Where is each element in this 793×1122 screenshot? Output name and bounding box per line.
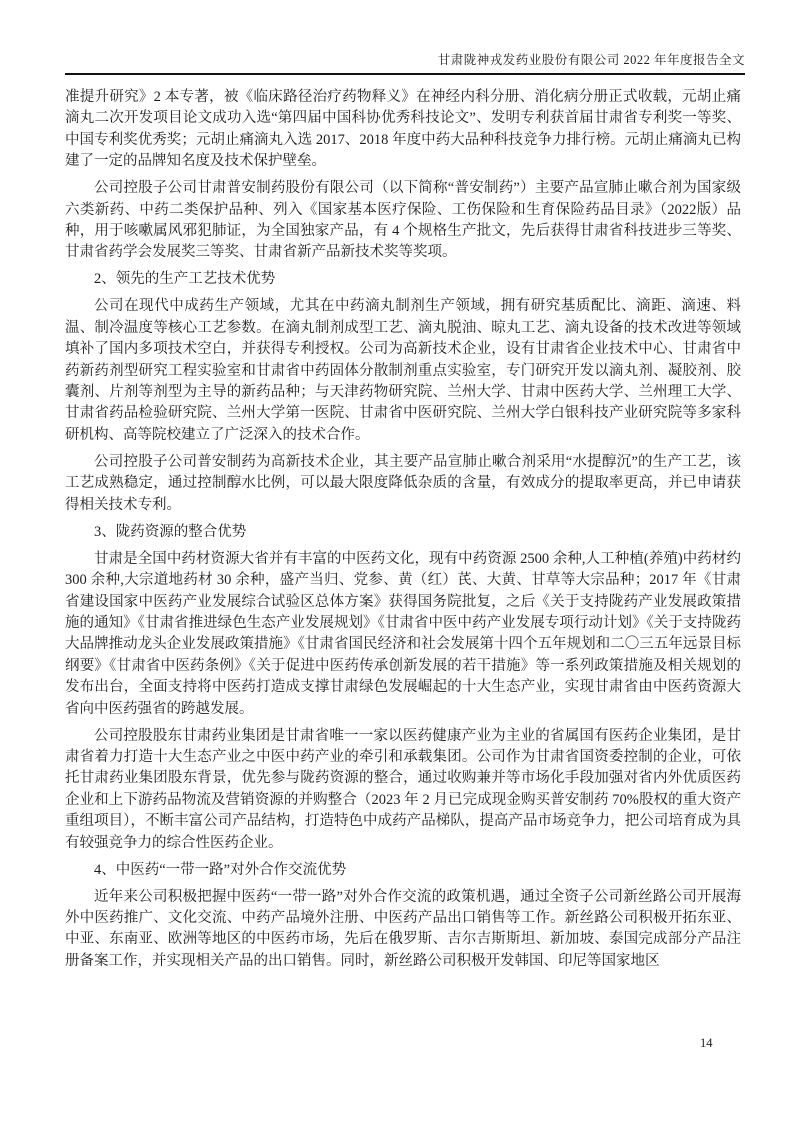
report-title: 甘肃陇神戎发药业股份有限公司 2022 年年度报告全文 — [437, 53, 745, 67]
section-heading: 2、领先的生产工艺技术优势 — [94, 271, 276, 288]
paragraph: 公司控股股东甘肃药业集团是甘肃省唯一一家以医药健康产业为主业的省属国有医药企业集团，是甘肃省着力打造十大生态产业之中医中药产业的牵引和承载集团。公司作为甘肃省国资委控制的企业，可依托甘肃药业集团股东背景，优先参与陇药资源的整合，通过收购兼并等市场化手段加强对省内外优质医药企业和上下游药品物流及营销资源的并购整合（2023 年 2 月已完成现金购买普安制药 70%股权的重大资产重组项目），不断丰富公司产品结构，打造特色中成药产品梯队，提高产品市场竞争力，把公司培育成为具有较强竞争力的综合性医药企业。 — [65, 727, 741, 851]
paragraph: 准提升研究》2 本专著，被《临床路径治疗药物释义》在神经内科分册、消化病分册正式收载，元胡止痛滴丸二次开发项目论文成功入选“第四届中国科协优秀科技论文”、发明专利获首届甘肃省专利奖一等奖、中国专利奖优秀奖；元胡止痛滴丸入选 2017、2018 年度中药大品种科技竞争力排行榜。元胡止痛滴丸已构建了一定的品牌知名度及技术保护壁垒。 — [65, 89, 741, 170]
paragraph: 甘肃是全国中药材资源大省并有丰富的中医药文化，现有中药资源 2500 余种,人工种植(养殖)中药材约 300 余种,大宗道地药材 30 余种，盛产当归、党参、黄（红）芪、大黄、甘草等大宗品种；2017 年《甘肃省建设国家中医药产业发展综合试验区总体方案》获得国务院批复，之后《关于支持陇药产业发展政策措施的通知》《甘肃省推进绿色生态产业发展规划》《甘肃省中医中药产业发展专项行动计划》《关于支持陇药大品牌推动龙头企业发展政策措施》《甘肃省国民经济和社会发展第十四个五年规划和二〇三五年远景目标纲要》《甘肃省中医药条例》《关于促进中医药传承创新发展的若干措施》等一系列政策措施及相关规划的发布出台，全面支持将中医药打造成支撑甘肃绿色发展崛起的十大生态产业，实现甘肃省由中医药资源大省向中医药强省的跨越发展。 — [65, 550, 741, 717]
page-header — [65, 50, 745, 75]
section-heading: 3、陇药资源的整合优势 — [94, 523, 247, 540]
paragraph: 近年来公司积极把握中医药“一带一路”对外合作交流的政策机遇，通过全资子公司新丝路公司开展海外中医药推广、文化交流、中药产品境外注册、中医药产品出口销售等工作。新丝路公司积极开拓东亚、中亚、东南亚、欧洲等地区的中医药市场，先后在俄罗斯、吉尔吉斯斯坦、新加坡、泰国完成部分产品注册备案工作，并实现相关产品的出口销售。同时，新丝路公司积极开发韩国、印尼等国家地区 — [65, 888, 741, 969]
paragraph: 公司控股子公司普安制药为高新技术企业，其主要产品宣肺止嗽合剂采用“水提醇沉”的生产工艺，该工艺成熟稳定，通过控制醇水比例，可以最大限度降低杂质的含量，有效成分的提取率更高，并已申请获得相关技术专利。 — [65, 453, 741, 513]
section-heading: 4、中医药“一带一路”对外合作交流优势 — [94, 861, 347, 878]
paragraph: 公司控股子公司甘肃普安制药股份有限公司（以下简称“普安制药”）主要产品宣肺止嗽合剂为国家级六类新药、中药二类保护品种、列入《国家基本医疗保险、工伤保险和生育保险药品目录》（2022版）品种，用于咳嗽属风邪犯肺证，为全国独家产品，有 4 个规格生产批文，先后获得甘肃省科技进步三等奖、甘肃省药学会发展奖三等奖、甘肃省新产品新技术奖等奖项。 — [65, 180, 741, 261]
page-number: 14 — [700, 1036, 713, 1050]
document-body — [65, 87, 741, 978]
paragraph: 公司在现代中成药生产领域，尤其在中药滴丸制剂生产领域，拥有研究基质配比、滴距、滴速、料温、制冷温度等核心工艺参数。在滴丸制剂成型工艺、滴丸脱油、晾丸工艺、滴丸设备的技术改进等领域填补了国内多项技术空白，并获得专利授权。公司为高新技术企业，设有甘肃省企业技术中心、甘肃省中药新药剂型研究工程实验室和甘肃省中药固体分散制剂重点实验室，专门研究开发以滴丸剂、凝胶剂、胶囊剂、片剂等剂型为主导的新药品种；与天津药物研究院、兰州大学、甘肃中医药大学、兰州理工大学、甘肃省药品检验研究院、兰州大学第一医院、甘肃省中医研究院、兰州大学白银科技产业研究院等多家科研机构、高等院校建立了广泛深入的技术合作。 — [65, 298, 741, 443]
